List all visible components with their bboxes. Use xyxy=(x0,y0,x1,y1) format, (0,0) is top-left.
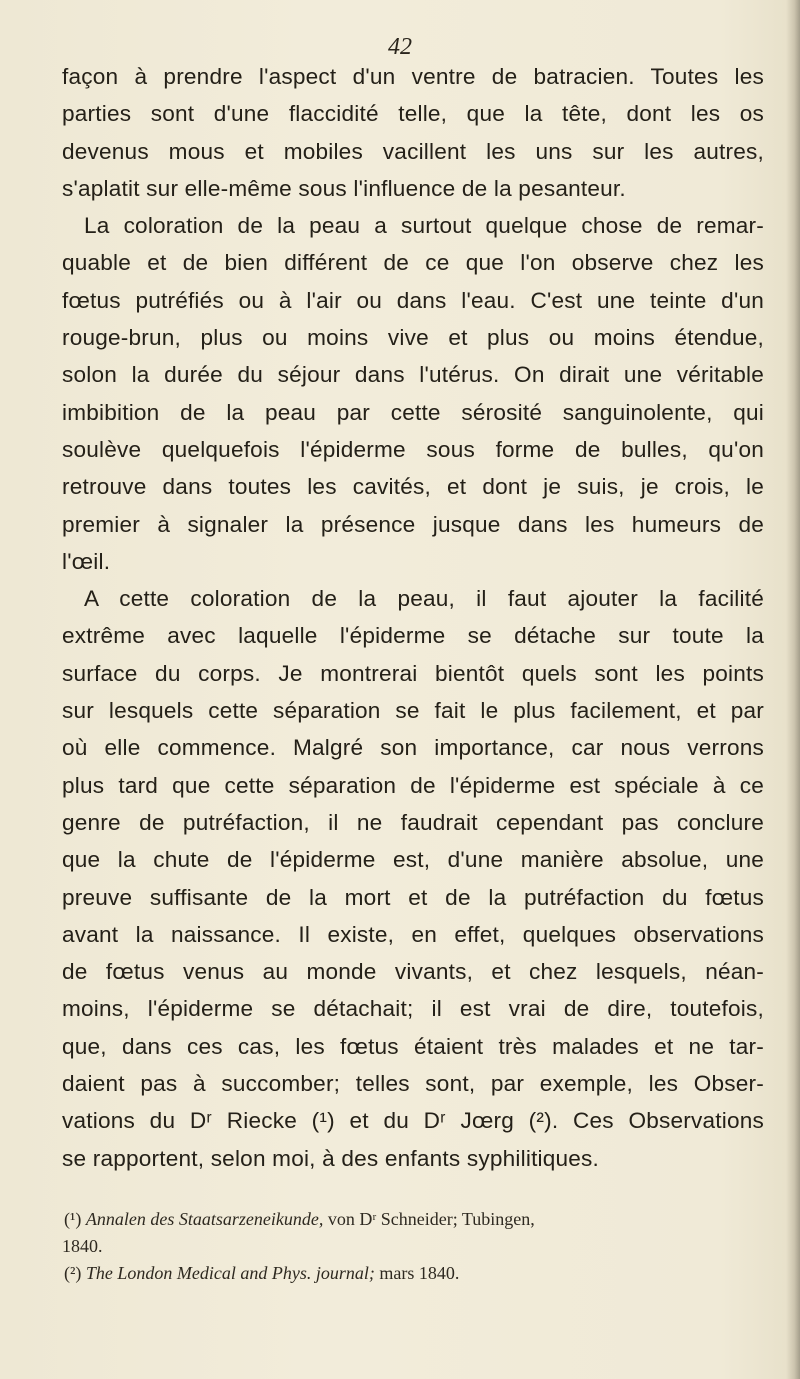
text-line: se rapportent, selon moi, à des enfants syphilitiques. xyxy=(62,1145,600,1171)
text-line: que, dans ces cas, les fœtus étaient très malades et ne tar- xyxy=(62,1033,764,1059)
body-text xyxy=(62,58,764,1177)
text-line: solon la durée du séjour dans l'utérus. On dirait une véritable xyxy=(62,362,764,388)
text-line: A cette coloration de la peau, il faut ajouter la facilité xyxy=(84,586,764,612)
footnote-1-title: Annalen des Staatsarzeneikunde, xyxy=(85,1209,324,1229)
text-line: avant la naissance. Il existe, en effet, quelques observations xyxy=(62,921,764,947)
footnotes xyxy=(62,1206,764,1287)
text-line: que la chute de l'épiderme est, d'une manière absolue, une xyxy=(62,847,764,873)
text-line: fœtus putréfiés ou à l'air ou dans l'eau. C'est une teinte d'un xyxy=(62,287,764,313)
text-line: plus tard que cette séparation de l'épiderme est spéciale à ce xyxy=(62,772,764,798)
text-line: moins, l'épiderme se détachait; il est vrai de dire, toutefois, xyxy=(62,996,764,1022)
footnote-1-rest: von Dʳ Schneider; Tubingen, xyxy=(327,1209,535,1229)
text-line: daient pas à succomber; telles sont, par exemple, les Obser- xyxy=(62,1071,764,1097)
text-line: sur lesquels cette séparation se fait le plus facilement, et par xyxy=(62,698,764,724)
page-edge-shadow xyxy=(786,0,800,1379)
footnote-2-marker: (²) xyxy=(64,1263,82,1283)
text-line: de fœtus venus au monde vivants, et chez lesquels, néan- xyxy=(62,959,764,985)
text-line: extrême avec laquelle l'épiderme se détache sur toute la xyxy=(62,623,764,649)
footnote-2 xyxy=(62,1260,764,1287)
page-number: 42 xyxy=(388,34,412,60)
text-line: quable et de bien différent de ce que l'on observe chez les xyxy=(62,250,764,276)
text-line: s'aplatit sur elle-même sous l'influence de la pesanteur. xyxy=(62,175,626,201)
text-line: genre de putréfaction, il ne faudrait cependant pas conclure xyxy=(62,809,764,835)
footnote-1 xyxy=(62,1206,764,1233)
footnote-2-title: The London Medical and Phys. journal; xyxy=(85,1263,375,1283)
text-line: l'œil. xyxy=(62,548,111,574)
text-line: preuve suffisante de la mort et de la putréfaction du fœtus xyxy=(62,884,764,910)
footnote-2-rest: mars 1840. xyxy=(379,1263,460,1283)
footnote-1-marker: (¹) xyxy=(64,1209,82,1229)
text-line: vations du Dʳ Riecke (¹) et du Dʳ Jœrg (²). Ces Observations xyxy=(62,1108,764,1134)
text-line: imbibition de la peau par cette sérosité sanguinolente, qui xyxy=(62,399,764,425)
text-line: premier à signaler la présence jusque dans les humeurs de xyxy=(62,511,764,537)
text-line: soulève quelquefois l'épiderme sous forme de bulles, qu'on xyxy=(62,436,764,462)
text-line: retrouve dans toutes les cavités, et dont je suis, je crois, le xyxy=(62,474,764,500)
text-line: parties sont d'une flaccidité telle, que la tête, dont les os xyxy=(62,101,764,127)
text-line: façon à prendre l'aspect d'un ventre de batracien. Toutes les xyxy=(62,64,764,89)
text-line: surface du corps. Je montrerai bientôt quels sont les points xyxy=(62,660,764,686)
text-line: rouge-brun, plus ou moins vive et plus ou moins étendue, xyxy=(62,325,764,351)
footnote-1-year: 1840. xyxy=(62,1236,103,1256)
text-line: La coloration de la peau a surtout quelque chose de remar- xyxy=(84,213,764,239)
text-line: devenus mous et mobiles vacillent les uns sur les autres, xyxy=(62,138,764,164)
text-line: où elle commence. Malgré son importance, car nous verrons xyxy=(62,735,764,761)
